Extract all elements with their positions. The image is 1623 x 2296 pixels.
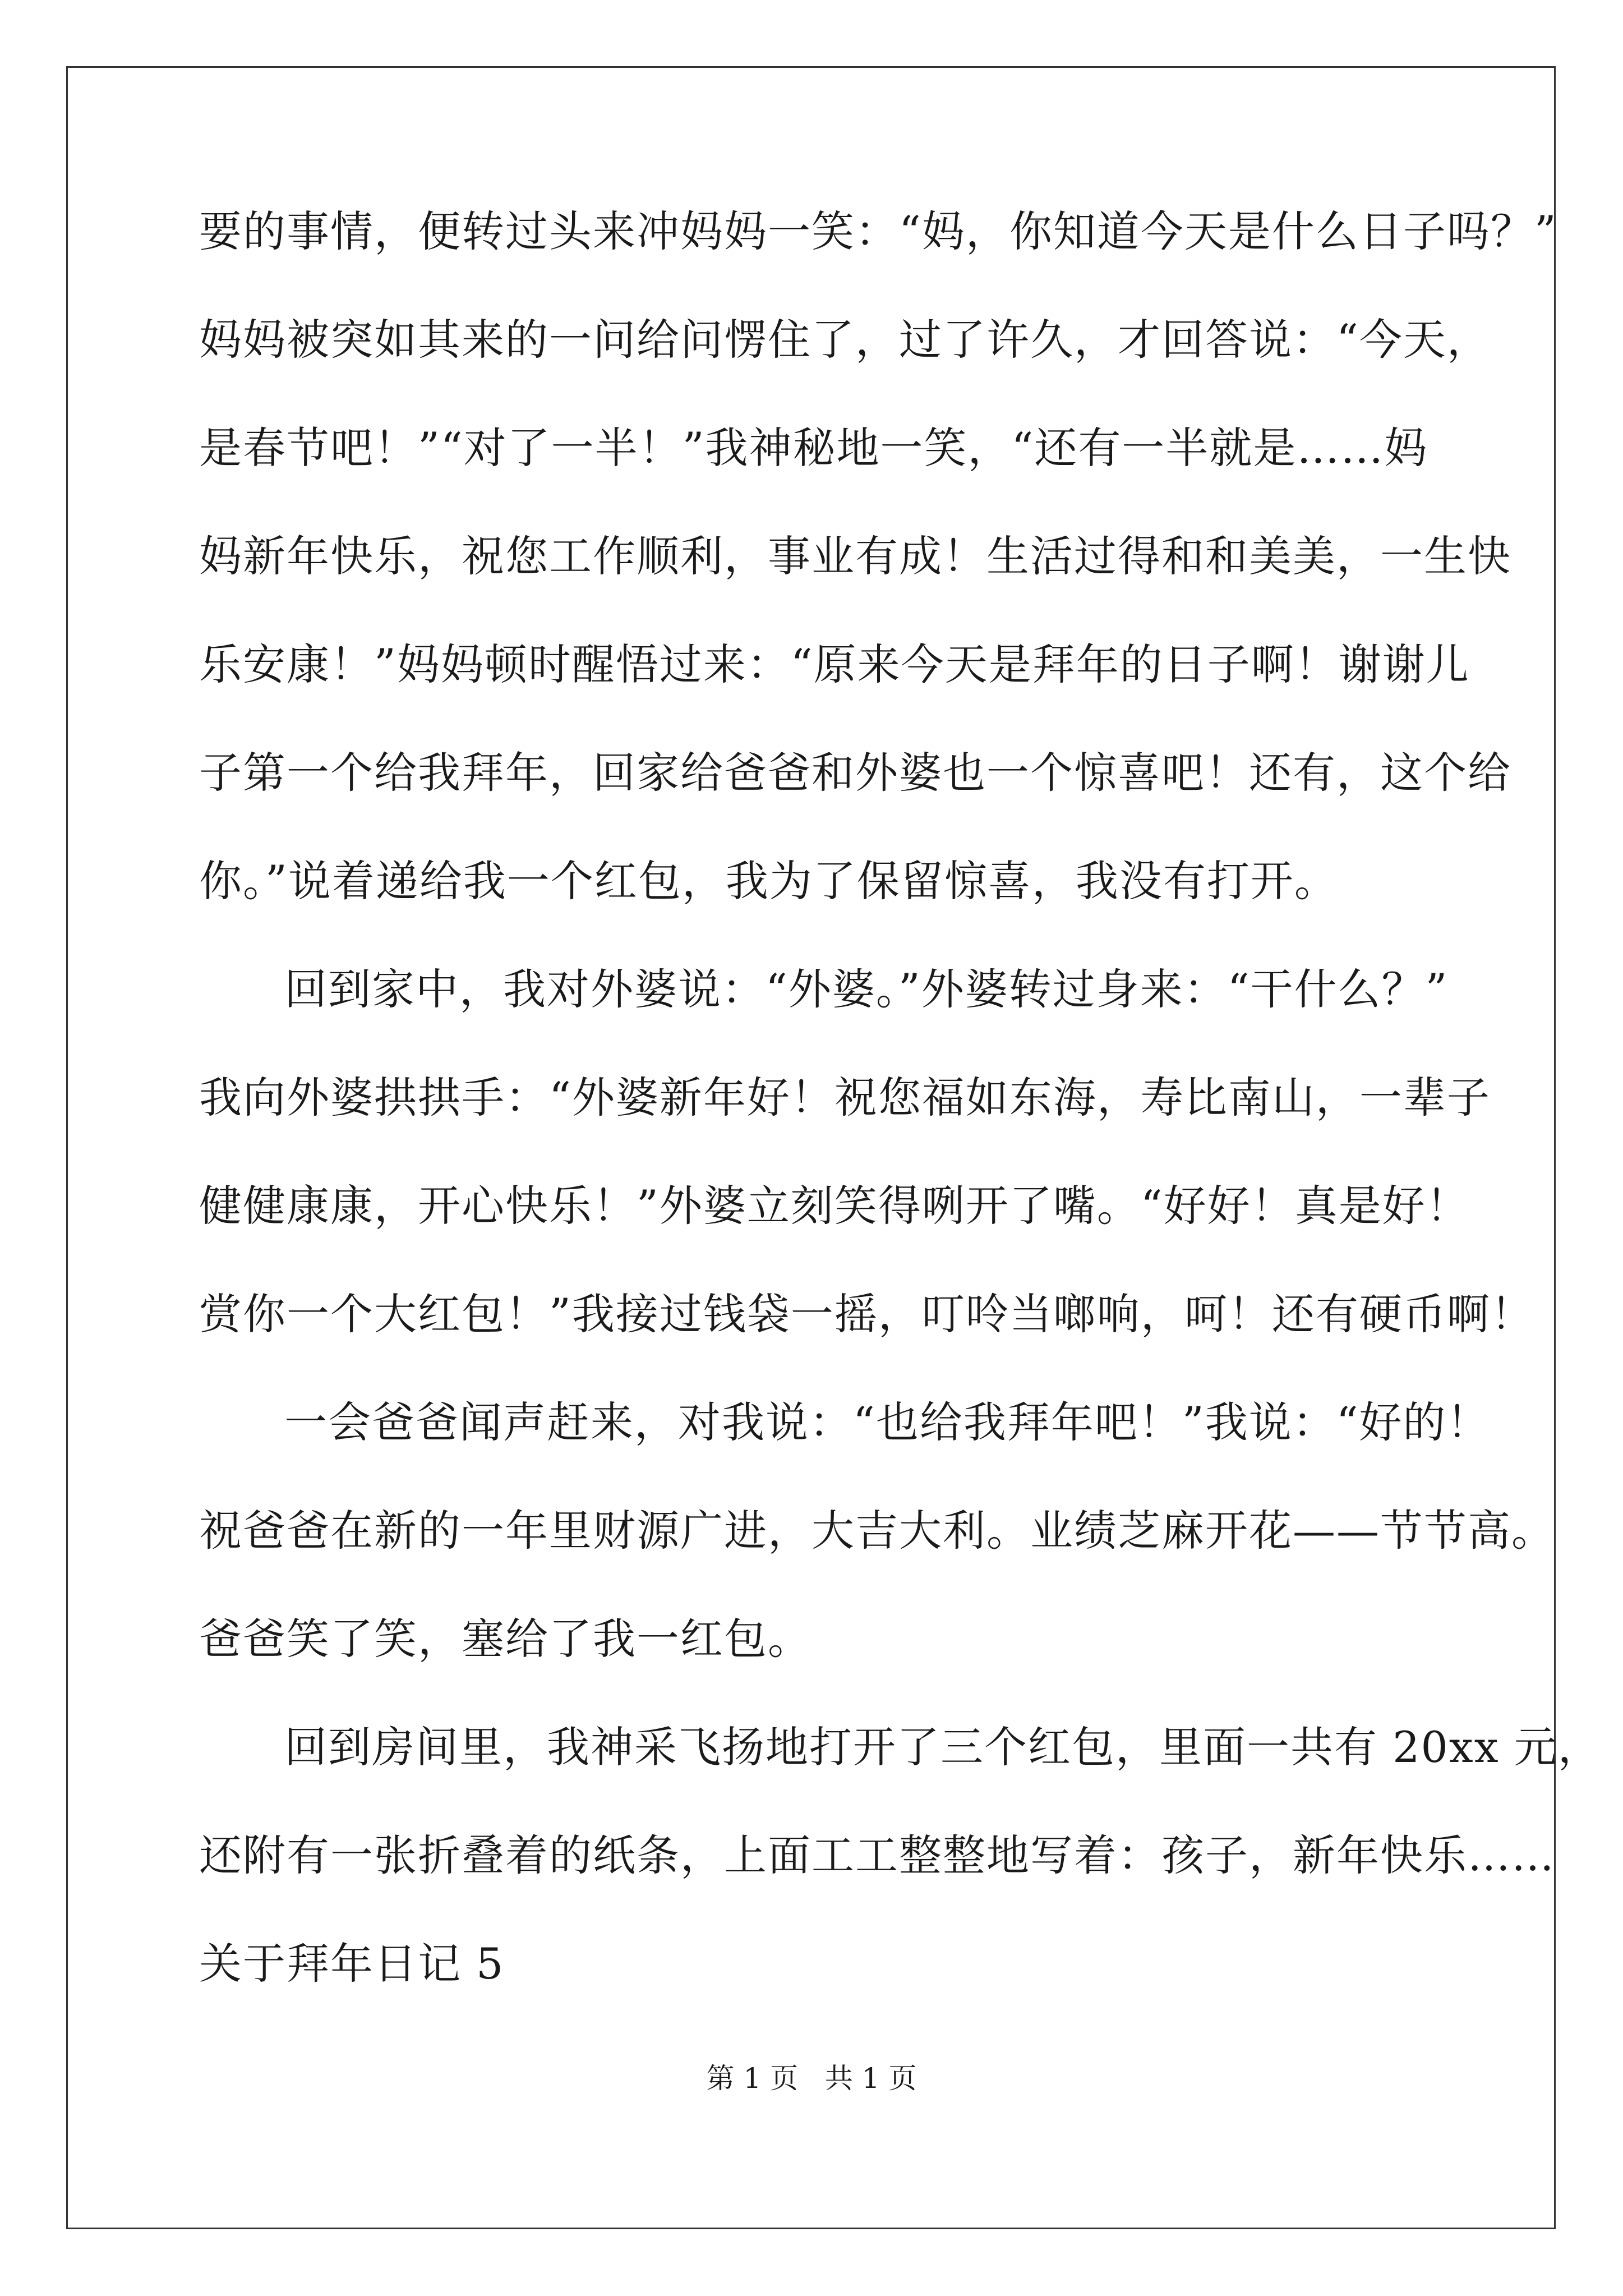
text-line-1: 要的事情，便转过头来冲妈妈一笑：“妈，你知道今天是什么日子吗？”: [199, 206, 1557, 256]
section-heading: 关于拜年日记 5: [199, 1939, 505, 1989]
text-line-12: 一会爸爸闻声赶来，对我说：“也给我拜年吧！”我说：“好的！: [284, 1397, 1491, 1447]
text-line-14: 爸爸笑了笑，塞给了我一红包。: [199, 1614, 811, 1664]
page-number-footer: 第 1 页 共 1 页: [706, 2062, 917, 2095]
text-line-6: 子第一个给我拜年，回家给爸爸和外婆也一个惊喜吧！还有，这个给: [199, 748, 1511, 798]
text-line-4: 妈新年快乐，祝您工作顺利，事业有成！生活过得和和美美，一生快: [199, 531, 1511, 581]
text-line-10: 健健康康，开心快乐！”外婆立刻笑得咧开了嘴。“好好！真是好！: [199, 1181, 1470, 1231]
text-line-13: 祝爸爸在新的一年里财源广进，大吉大利。业绩芝麻开花——节节高。: [199, 1506, 1555, 1556]
text-line-7: 你。”说着递给我一个红包，我为了保留惊喜，我没有打开。: [199, 856, 1338, 906]
document-body: [199, 206, 1602, 2051]
text-line-11: 赏你一个大红包！”我接过钱袋一摇，叮呤当啷响，呵！还有硬币啊！: [199, 1289, 1534, 1339]
text-line-2: 妈妈被突如其来的一问给问愣住了，过了许久，才回答说：“今天，: [199, 315, 1491, 365]
text-line-5: 乐安康！”妈妈顿时醒悟过来：“原来今天是拜年的日子啊！谢谢儿: [199, 639, 1470, 689]
text-line-16: 还附有一张折叠着的纸条，上面工工整整地写着：孩子，新年快乐……: [199, 1830, 1555, 1880]
text-line-15: 回到房间里，我神采飞扬地打开了三个红包，里面一共有 20xx 元，: [284, 1722, 1602, 1772]
text-line-8: 回到家中，我对外婆说：“外婆。”外婆转过身来：“干什么？”: [284, 964, 1449, 1014]
text-line-9: 我向外婆拱拱手：“外婆新年好！祝您福如东海，寿比南山，一辈子: [199, 1073, 1491, 1122]
text-line-3: 是春节吧！”“对了一半！”我神秘地一笑，“还有一半就是……妈: [199, 423, 1428, 473]
